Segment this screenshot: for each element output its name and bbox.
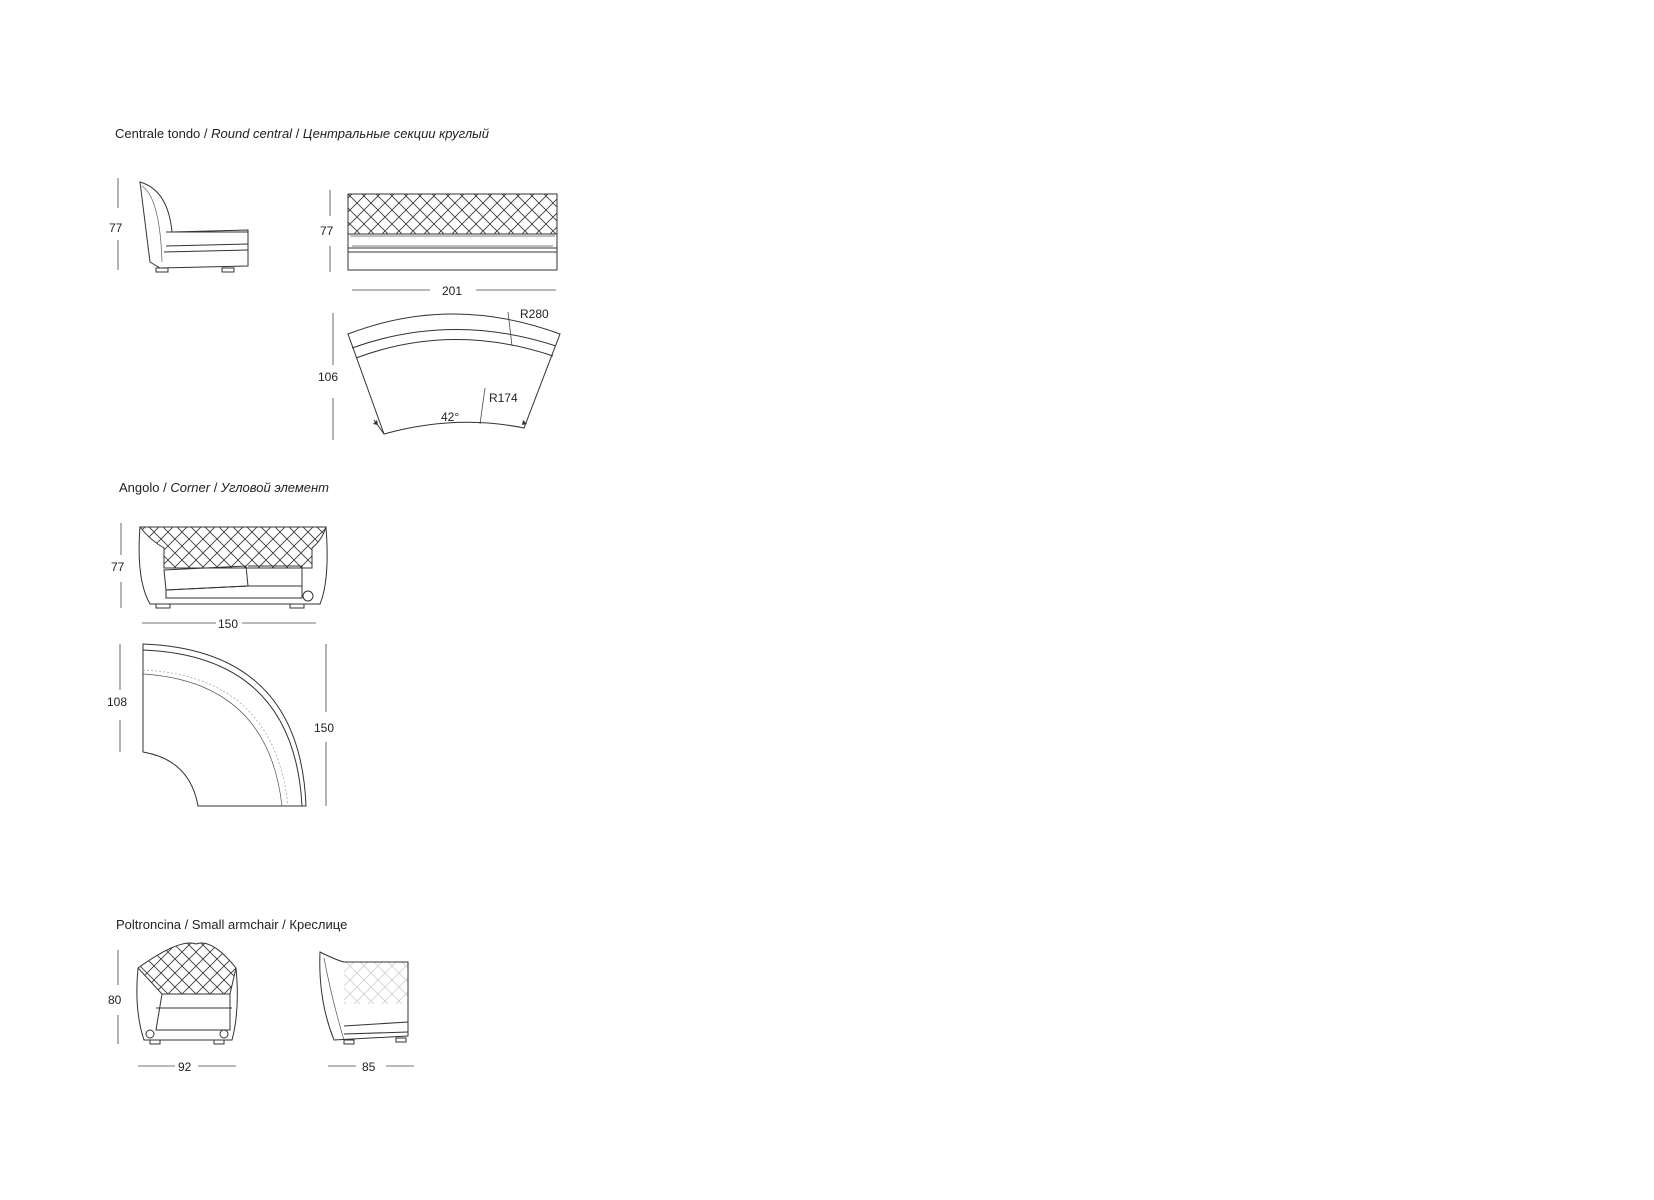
corner-front-view bbox=[121, 523, 327, 623]
round-central-side-view bbox=[118, 178, 248, 272]
heading-corner-it: Angolo bbox=[119, 480, 160, 495]
heading-round-central: Centrale tondo / Round central / Центральные секции круглый bbox=[115, 126, 489, 141]
rc-outer-radius-label: R280 bbox=[520, 307, 549, 321]
armchair-front-view bbox=[118, 943, 237, 1066]
corner-front-height-label: 77 bbox=[111, 560, 125, 574]
heading-corner: Angolo / Corner / Угловой элемент bbox=[119, 480, 329, 495]
rc-side-height-label: 77 bbox=[109, 221, 123, 235]
round-central-front-view bbox=[330, 190, 557, 290]
heading-round-central-ru: Центральные секции круглый bbox=[302, 126, 489, 141]
heading-small-armchair: Poltroncina / Small armchair / Креслице bbox=[116, 917, 348, 932]
corner-plan-side-label: 150 bbox=[314, 721, 335, 735]
heading-round-central-en: Round central bbox=[211, 126, 293, 141]
heading-corner-ru: Угловой элемент bbox=[220, 480, 329, 495]
corner-front-width-label: 150 bbox=[218, 617, 239, 631]
armchair-front-width-label: 92 bbox=[178, 1060, 192, 1074]
heading-corner-en: Corner bbox=[170, 480, 211, 495]
rc-front-height-label: 77 bbox=[320, 224, 334, 238]
corner-plan-depth-label: 108 bbox=[107, 695, 128, 709]
corner-plan-view bbox=[120, 644, 326, 806]
armchair-side-depth-label: 85 bbox=[362, 1060, 376, 1074]
armchair-side-view bbox=[320, 952, 414, 1066]
armchair-front-height-label: 80 bbox=[108, 993, 122, 1007]
rc-front-width-label: 201 bbox=[442, 284, 463, 298]
rc-plan-depth-label: 106 bbox=[318, 370, 339, 384]
rc-angle-label: 42° bbox=[441, 410, 460, 424]
heading-round-central-it: Centrale tondo bbox=[115, 126, 201, 141]
rc-inner-radius-label: R174 bbox=[489, 391, 518, 405]
